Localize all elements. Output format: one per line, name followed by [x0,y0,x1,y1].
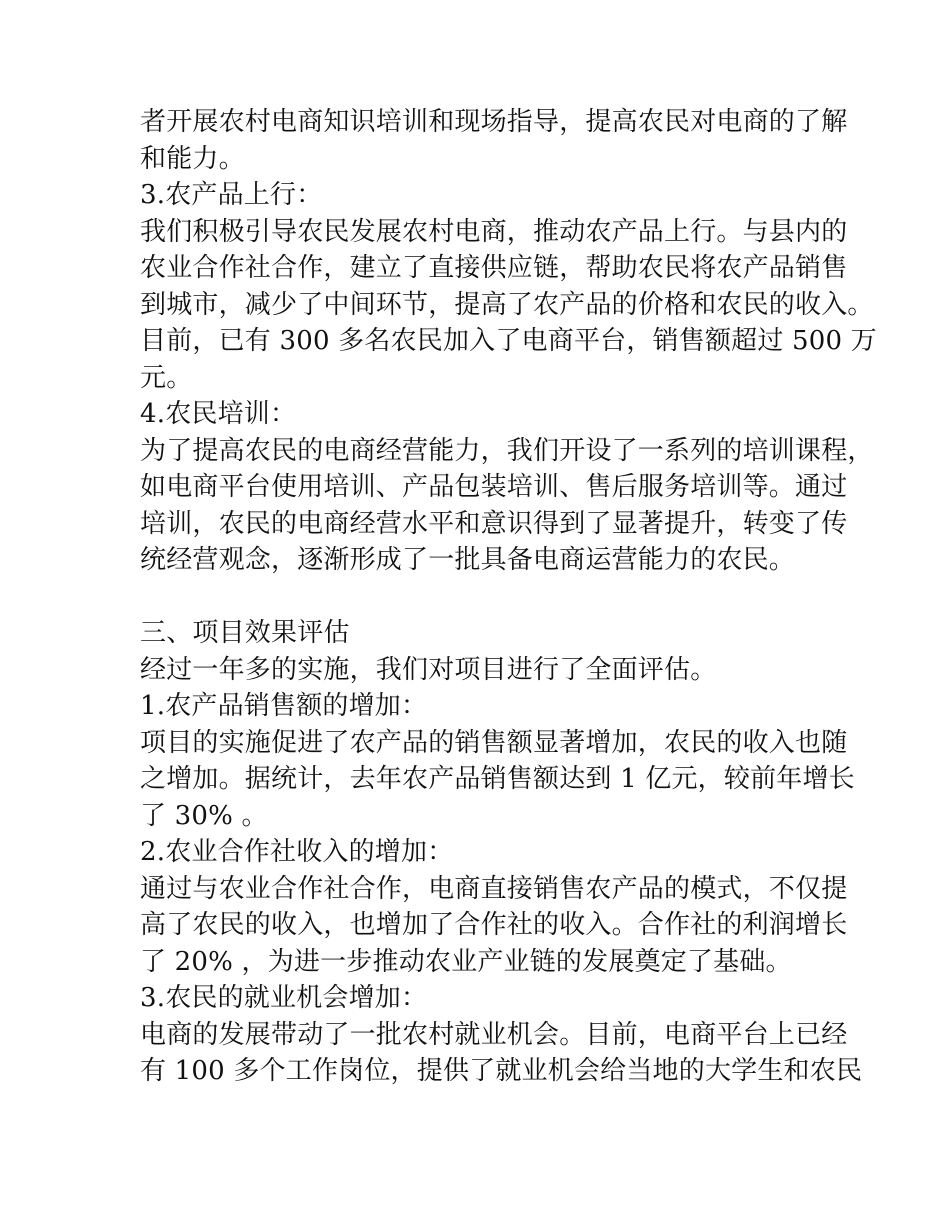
text-line: 者开展农村电商知识培训和现场指导，提高农民对电商的了解 [140,107,848,137]
document-body [140,104,877,1090]
section-heading: 1.农产品销售额的增加： [140,691,428,721]
text-line: 和能力。 [140,143,245,174]
text-line: 有 100 多个工作岗位，提供了就业机会给当地的大学生和农民 [140,1056,863,1086]
text-line: 统经营观念，逐渐形成了一批具备电商运营能力的农民。 [140,545,796,575]
text-line: 通过与农业合作社合作，电商直接销售农产品的模式，不仅提 [140,873,848,904]
text-line: 之增加。据统计，去年农产品销售额达到 1 亿元，较前年增长 [140,764,855,794]
section-heading: 2.农业合作社收入的增加： [140,837,454,867]
text-line: 目前，已有 300 多名农民加入了电商平台，销售额超过 500 万 [140,326,877,356]
text-line: 培训，农民的电商经营水平和意识得到了显著提升，转变了传 [140,508,848,539]
text-line: 如电商平台使用培训、产品包装培训、售后服务培训等。通过 [140,472,848,502]
text-line: 我们积极引导农民发展农村电商，推动农产品上行。与县内的 [140,216,848,247]
chapter-heading: 三、项目效果评估 [140,618,350,648]
text-line: 电商的发展带动了一批农村就业机会。目前，电商平台上已经 [140,1019,848,1050]
text-line: 为了提高农民的电商经营能力，我们开设了一系列的培训课程， [140,435,874,466]
text-line: 到城市，减少了中间环节，提高了农产品的价格和农民的收入。 [140,289,874,320]
text-line: 元。 [140,362,193,393]
section-heading: 3.农产品上行： [140,180,323,210]
text-line: 了 30% 。 [140,800,268,831]
section-heading: 4.农民培训： [140,399,297,429]
text-line: 项目的实施促进了农产品的销售额显著增加，农民的收入也随 [140,727,848,758]
text-line: 经过一年多的实施，我们对项目进行了全面评估。 [140,654,717,685]
text-line: 农业合作社合作，建立了直接供应链，帮助农民将农产品销售 [140,253,848,283]
text-line: 高了农民的收入，也增加了合作社的收入。合作社的利润增长 [140,910,848,940]
text-line: 了 20% ，为进一步推动农业产业链的发展奠定了基础。 [140,946,792,977]
section-heading: 3.农民的就业机会增加： [140,983,428,1013]
blank-line [140,579,820,616]
